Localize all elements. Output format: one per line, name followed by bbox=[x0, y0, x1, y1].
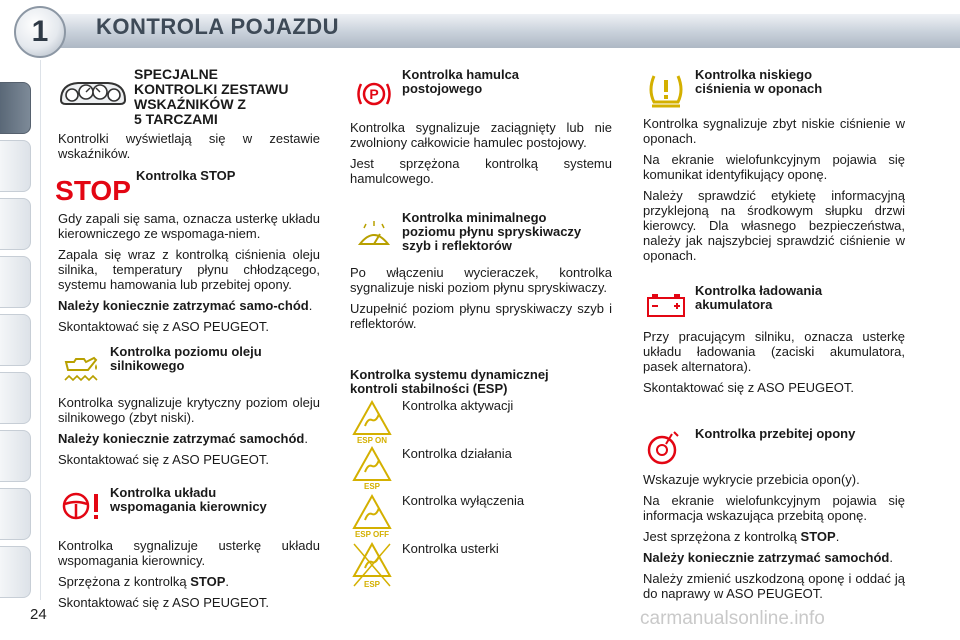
stop-title: Kontrolka STOP bbox=[136, 168, 236, 183]
puncture-paragraph: Wskazuje wykrycie przebicia opon(y). bbox=[643, 472, 860, 487]
washer-paragraph: Po włączeniu wycieraczek, kontrolka sygnalizuje niski poziom płynu spryskiwaczy. bbox=[350, 265, 612, 295]
special-description bbox=[58, 131, 320, 167]
punctuation: . bbox=[304, 431, 308, 446]
svg-text:P: P bbox=[369, 86, 379, 102]
tyre-paragraph: Należy sprawdzić etykietę informacyjną przyklejoną na środkowym słupku drzwi kierowcy. Dla własnego bezpieczeństwa, należy jak najszybciej sprawdzić ciśnienie w oponach. bbox=[643, 188, 905, 263]
watermark: carmanualsonline.info bbox=[640, 608, 825, 629]
puncture-paragraph: Należy zmienić uszkodzoną oponę i oddać ją do naprawy w ASO PEUGEOT. bbox=[643, 571, 905, 601]
washer-title-line: poziomu płynu spryskiwaczy bbox=[402, 224, 582, 239]
chapter-tab-2[interactable] bbox=[0, 140, 31, 192]
esp-badge: ESP bbox=[363, 482, 381, 491]
puncture-icon bbox=[644, 430, 684, 466]
battery-icon bbox=[646, 292, 686, 318]
tyre-title-line: ciśnienia w oponach bbox=[695, 81, 823, 96]
puncture-title: Kontrolka przebitej opony bbox=[695, 426, 856, 441]
battery-contact: Skontaktować się z ASO PEUGEOT. bbox=[643, 380, 854, 395]
stop-keyword: STOP bbox=[800, 529, 836, 544]
tyre-pressure-title bbox=[695, 68, 895, 96]
oil-level-icon bbox=[62, 352, 102, 384]
washer-title bbox=[402, 211, 612, 253]
special-title-line: 5 TARCZAMI bbox=[134, 111, 218, 127]
stop-warning-icon bbox=[55, 175, 131, 206]
special-title-line: SPECJALNE bbox=[134, 66, 219, 82]
handbrake-paragraph: Kontrolka sygnalizuje zaciągnięty lub nie zwolniony całkowicie hamulec postojowy. bbox=[350, 120, 612, 150]
handbrake-title bbox=[402, 68, 602, 96]
page-number: 24 bbox=[30, 606, 47, 623]
esp-off-icon bbox=[352, 494, 392, 538]
stop-contact: Skontaktować się z ASO PEUGEOT. bbox=[58, 319, 269, 334]
chapter-tab-8[interactable] bbox=[0, 488, 31, 540]
esp-item: Kontrolka działania bbox=[402, 446, 512, 461]
washer-title-line: Kontrolka minimalnego bbox=[402, 210, 547, 225]
page-title: KONTROLA POJAZDU bbox=[96, 14, 340, 39]
esp-badge: ESP OFF bbox=[354, 530, 390, 539]
tyre-pressure-icon bbox=[646, 72, 686, 110]
chapter-tab-6[interactable] bbox=[0, 372, 31, 424]
esp-item: Kontrolka aktywacji bbox=[402, 398, 514, 413]
steering-section bbox=[58, 538, 320, 616]
washer-section bbox=[350, 265, 612, 337]
chapter-tab-7[interactable] bbox=[0, 430, 31, 482]
puncture-linked-text: Jest sprzężona z kontrolką bbox=[643, 529, 801, 544]
chapter-tab-1[interactable] bbox=[0, 82, 31, 134]
stop-section bbox=[58, 211, 320, 340]
esp-fault-icon bbox=[352, 542, 392, 590]
stop-keyword: STOP bbox=[190, 574, 226, 589]
handbrake-section bbox=[350, 120, 612, 192]
handbrake-paragraph: Jest sprzężona kontrolką systemu hamulcowego. bbox=[350, 156, 612, 186]
battery-title-line: Kontrolka ładowania bbox=[695, 283, 823, 298]
chapter-number-badge: 1 bbox=[14, 6, 66, 58]
battery-title-line: akumulatora bbox=[695, 297, 773, 312]
puncture-section bbox=[643, 472, 905, 607]
esp-title bbox=[350, 368, 612, 396]
esp-on-icon bbox=[352, 400, 392, 444]
tyre-title-line: Kontrolka niskiego bbox=[695, 67, 813, 82]
punctuation: . bbox=[835, 529, 840, 544]
special-title-line: WSKAŹNIKÓW Z bbox=[134, 96, 246, 112]
esp-title-line: kontroli stabilności (ESP) bbox=[350, 381, 508, 396]
stop-icon-text: STOP bbox=[55, 175, 131, 206]
esp-item: Kontrolka wyłączenia bbox=[402, 493, 525, 508]
instrument-cluster-icon bbox=[58, 78, 128, 106]
special-title-line: KONTROLKI ZESTAWU bbox=[134, 81, 289, 97]
page-header bbox=[0, 0, 960, 56]
steering-linked-text: Sprzężona z kontrolką bbox=[58, 574, 191, 589]
steering-paragraph: Kontrolka sygnalizuje usterkę układu wspomagania kierownicy. bbox=[58, 538, 320, 568]
handbrake-title-line: postojowego bbox=[402, 81, 483, 96]
esp-badge: ESP ON bbox=[356, 436, 388, 445]
battery-title bbox=[695, 284, 895, 312]
sidebar-divider bbox=[40, 60, 41, 600]
special-warning-title bbox=[134, 67, 324, 127]
punctuation: . bbox=[889, 550, 893, 565]
stop-warning-bold: Należy koniecznie zatrzymać samo-chód bbox=[58, 298, 309, 313]
oil-title-line: silnikowego bbox=[110, 358, 185, 373]
esp-badge: ESP bbox=[363, 580, 381, 589]
steering-title bbox=[110, 486, 310, 514]
steering-title-line: wspomagania kierownicy bbox=[110, 499, 267, 514]
chapter-tab-4[interactable] bbox=[0, 256, 31, 308]
oil-contact: Skontaktować się z ASO PEUGEOT. bbox=[58, 452, 269, 467]
punctuation: . bbox=[225, 574, 230, 589]
oil-title-line: Kontrolka poziomu oleju bbox=[110, 344, 262, 359]
tyre-paragraph: Na ekranie wielofunkcyjnym pojawia się komunikat identyfikujący oponę. bbox=[643, 152, 905, 182]
steering-contact: Skontaktować się z ASO PEUGEOT. bbox=[58, 595, 269, 610]
special-text: Kontrolki wyświetlają się w zestawie wskaźników. bbox=[58, 131, 320, 161]
parking-brake-icon bbox=[356, 78, 392, 110]
punctuation: . bbox=[308, 298, 313, 313]
washer-paragraph: Uzupełnić poziom płynu spryskiwaczy szyb i reflektorów. bbox=[350, 301, 612, 331]
washer-title-line: szyb i reflektorów bbox=[402, 238, 512, 253]
tyre-pressure-section bbox=[643, 116, 905, 269]
chapter-tab-9[interactable] bbox=[0, 546, 31, 598]
chapter-tab-3[interactable] bbox=[0, 198, 31, 250]
oil-section bbox=[58, 395, 320, 473]
power-steering-icon bbox=[60, 488, 102, 524]
oil-paragraph: Kontrolka sygnalizuje krytyczny poziom oleju silnikowego (zbyt niski). bbox=[58, 395, 320, 425]
oil-warning-bold: Należy koniecznie zatrzymać samochód bbox=[58, 431, 305, 446]
chapter-tab-5[interactable] bbox=[0, 314, 31, 366]
esp-title-line: Kontrolka systemu dynamicznej bbox=[350, 367, 549, 382]
puncture-warning-bold: Należy koniecznie zatrzymać samochód bbox=[643, 550, 890, 565]
esp-active-icon bbox=[352, 446, 392, 490]
handbrake-title-line: Kontrolka hamulca bbox=[402, 67, 520, 82]
oil-title bbox=[110, 345, 310, 373]
battery-paragraph: Przy pracującym silniku, oznacza usterkę układu ładowania (zaciski akumulatora, pasek alternatora). bbox=[643, 329, 905, 374]
steering-title-line: Kontrolka układu bbox=[110, 485, 217, 500]
stop-paragraph: Zapala się wraz z kontrolką ciśnienia oleju silnika, temperatury płynu chłodzącego, systemu hamowania lub przebitej opony. bbox=[58, 247, 320, 292]
stop-paragraph: Gdy zapali się sama, oznacza usterkę układu kierowniczego ze wspomaga-niem. bbox=[58, 211, 320, 241]
chapter-tabs bbox=[0, 66, 38, 586]
puncture-paragraph: Na ekranie wielofunkcyjnym pojawia się informacja wskazująca przebitą oponę. bbox=[643, 493, 905, 523]
tyre-paragraph: Kontrolka sygnalizuje zbyt niskie ciśnienie w oponach. bbox=[643, 116, 905, 146]
battery-section bbox=[643, 329, 905, 401]
esp-item: Kontrolka usterki bbox=[402, 541, 499, 556]
washer-fluid-icon bbox=[356, 220, 392, 252]
